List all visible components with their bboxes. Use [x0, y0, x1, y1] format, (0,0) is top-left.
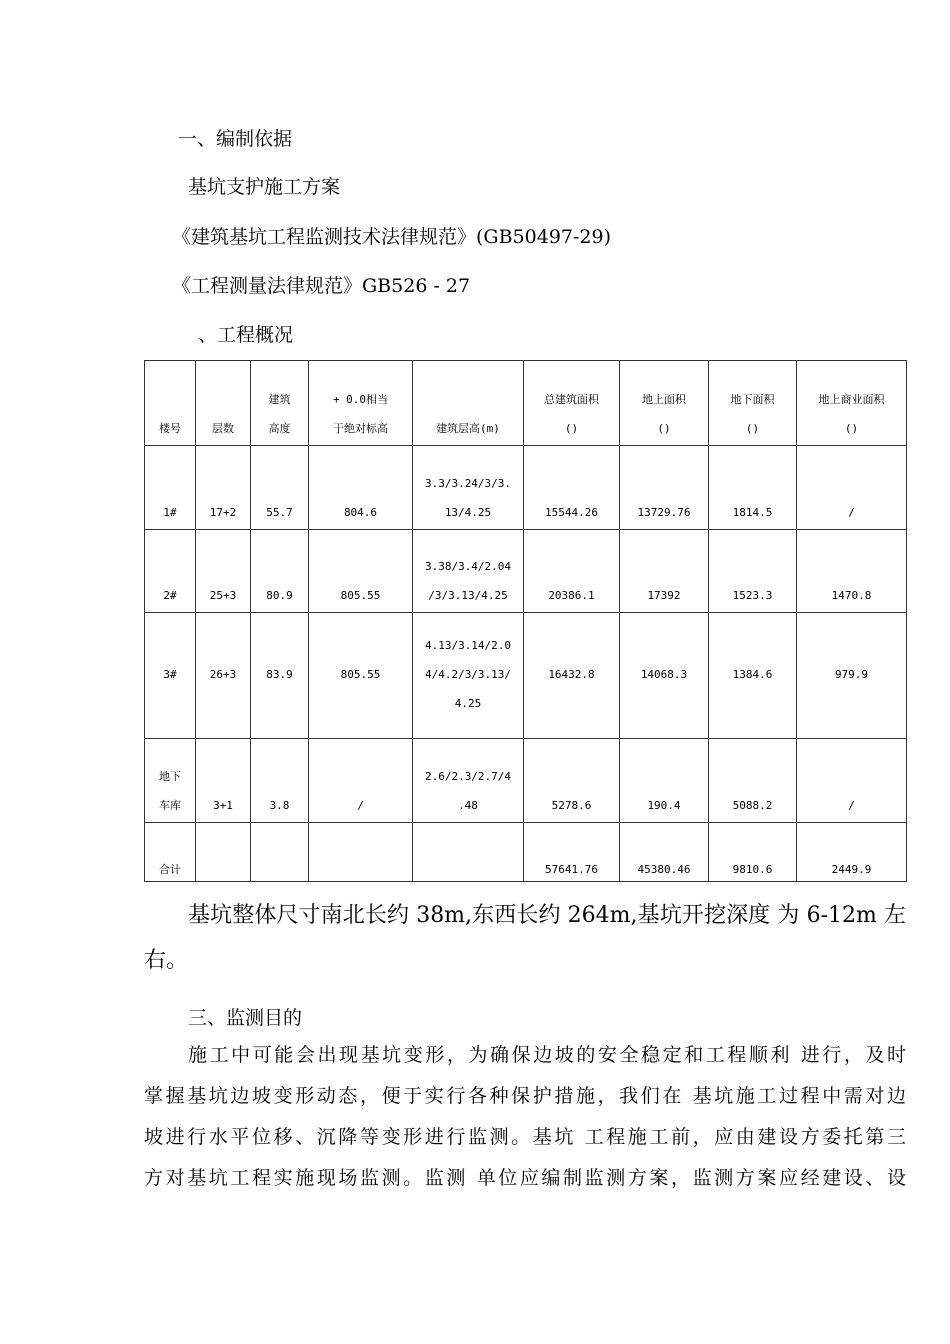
paragraph-line: 坡进行水平位移、沉降等变形进行监测。基坑 工程施工前，应由建设方委托第三 — [144, 1126, 906, 1148]
cell-below-area: 5088.2 — [709, 739, 797, 823]
cell-storey-height: 4.13/3.14/2.0 4/4.2/3/3.13/ 4.25 — [413, 613, 524, 739]
section2-heading: 、工程概况 — [198, 324, 294, 346]
cell-commercial-area: 2449.9 — [797, 823, 907, 882]
cell-storey-height: 3.3/3.24/3/3. 13/4.25 — [413, 446, 524, 530]
cell-storey-height — [413, 823, 524, 882]
cell-total-area: 57641.76 — [524, 823, 620, 882]
project-overview-table — [144, 360, 907, 882]
cell-height: 83.9 — [251, 613, 309, 739]
cell-floors: 17+2 — [196, 446, 251, 530]
cell-total-area: 15544.26 — [524, 446, 620, 530]
paragraph-line: 右。 — [144, 948, 189, 973]
section3-heading: 三、监测目的 — [188, 1007, 303, 1029]
cell-height: 55.7 — [251, 446, 309, 530]
cell-elevation: 805.55 — [309, 613, 413, 739]
cell-below-area: 1384.6 — [709, 613, 797, 739]
cell-total-area: 5278.6 — [524, 739, 620, 823]
cell-building: 合计 — [145, 823, 196, 882]
excavation-summary — [144, 893, 906, 983]
cell-below-area: 1523.3 — [709, 530, 797, 613]
cell-building: 地下 车库 — [145, 739, 196, 823]
cell-elevation: / — [309, 739, 413, 823]
cell-commercial-area: / — [797, 446, 907, 530]
cell-floors: 26+3 — [196, 613, 251, 739]
header-cell: 建筑 高度 — [251, 361, 309, 446]
header-cell: 楼号 — [145, 361, 196, 446]
paragraph-line: 方对基坑工程实施现场监测。监测 单位应编制监测方案，监测方案应经建设、设 — [144, 1167, 906, 1189]
cell-total-area: 20386.1 — [524, 530, 620, 613]
cell-elevation — [309, 823, 413, 882]
table-header-row — [145, 361, 907, 446]
header-cell: 建筑层高(m) — [413, 361, 524, 446]
cell-commercial-area: 1470.8 — [797, 530, 907, 613]
table-row — [145, 446, 907, 530]
table-row — [145, 530, 907, 613]
cell-below-area: 1814.5 — [709, 446, 797, 530]
header-cell: 层数 — [196, 361, 251, 446]
cell-building: 2# — [145, 530, 196, 613]
cell-above-area: 17392 — [620, 530, 709, 613]
reference-item: 《工程测量法律规范》GB526 - 27 — [172, 275, 471, 297]
header-cell: 地下面积 () — [709, 361, 797, 446]
table-total-row — [145, 823, 907, 882]
cell-below-area: 9810.6 — [709, 823, 797, 882]
paragraph-line: 施工中可能会出现基坑变形，为确保边坡的安全稳定和工程顺利 进行，及时 — [188, 1044, 906, 1066]
reference-item: 《建筑基坑工程监测技术法律规范》(GB50497-29) — [172, 226, 612, 248]
paragraph-line: 基坑整体尺寸南北长约 38m,东西长约 264m,基坑开挖深度 为 6-12m 左 — [188, 903, 906, 928]
table-row — [145, 613, 907, 739]
cell-building: 1# — [145, 446, 196, 530]
cell-height: 3.8 — [251, 739, 309, 823]
reference-item: 基坑支护施工方案 — [188, 176, 341, 198]
monitoring-purpose-paragraph — [144, 1035, 906, 1199]
cell-above-area: 13729.76 — [620, 446, 709, 530]
cell-height — [251, 823, 309, 882]
cell-storey-height: 2.6/2.3/2.7/4 .48 — [413, 739, 524, 823]
cell-commercial-area: / — [797, 739, 907, 823]
cell-building: 3# — [145, 613, 196, 739]
header-cell: 地上商业面积 () — [797, 361, 907, 446]
cell-above-area: 45380.46 — [620, 823, 709, 882]
cell-floors: 25+3 — [196, 530, 251, 613]
header-cell: 总建筑面积 () — [524, 361, 620, 446]
cell-total-area: 16432.8 — [524, 613, 620, 739]
cell-above-area: 14068.3 — [620, 613, 709, 739]
cell-elevation: 805.55 — [309, 530, 413, 613]
cell-floors — [196, 823, 251, 882]
table-row — [145, 739, 907, 823]
paragraph-line: 掌握基坑边坡变形动态，便于实行各种保护措施，我们在 基坑施工过程中需对边 — [144, 1085, 906, 1107]
cell-commercial-area: 979.9 — [797, 613, 907, 739]
cell-above-area: 190.4 — [620, 739, 709, 823]
cell-floors: 3+1 — [196, 739, 251, 823]
header-cell: + 0.0相当 于绝对标高 — [309, 361, 413, 446]
cell-storey-height: 3.38/3.4/2.04 /3/3.13/4.25 — [413, 530, 524, 613]
header-cell: 地上面积 () — [620, 361, 709, 446]
section1-heading: 一、编制依据 — [178, 128, 293, 150]
cell-elevation: 804.6 — [309, 446, 413, 530]
cell-height: 80.9 — [251, 530, 309, 613]
